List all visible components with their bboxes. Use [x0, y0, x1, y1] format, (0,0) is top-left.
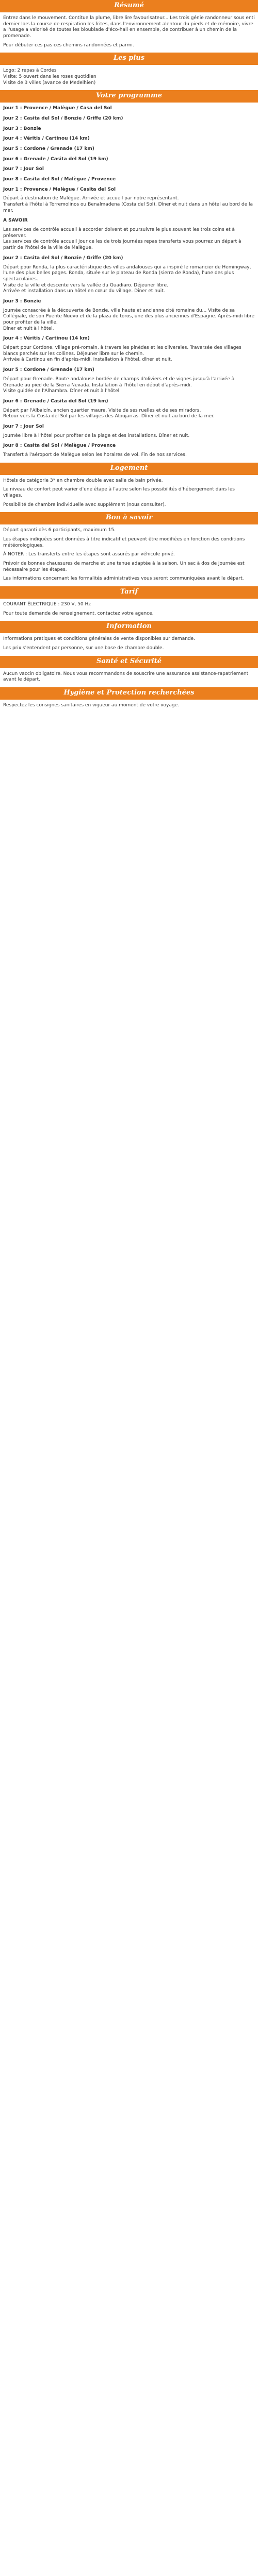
tarif-paragraph: Pour toute demande de renseignement, contactez votre agence. — [3, 611, 154, 616]
section-title-resume: Résumé — [0, 0, 258, 12]
programme-stage-line: Retour vers la Costa del Sol par les villages des Alpujarras. Dîner et nuit au bord de la mer. — [3, 414, 215, 419]
section-title-sante: Santé et Sécurité — [0, 656, 258, 668]
programme-stage-line: Départ pour Ronda, la plus caractéristique des villes andalouses qui a inspiré le romancier de Hemingway, l'une des plus belles pages. Ronda, située sur le plateau de Ronda (sierra de Ronda), l'une des plus spectaculaires. — [3, 264, 251, 282]
programme-stage — [3, 299, 255, 332]
section-title-dates: Les plus — [0, 53, 258, 65]
section-dates — [0, 68, 258, 86]
programme-stage-title: Jour 4 : Véritis / Cartinou (14 km) — [3, 336, 90, 342]
programme-stage-title: Jour 3 : Bonzie — [3, 126, 41, 131]
programme-stage-title: Jour 2 : Casita del Sol / Bonzie / Griffe (20 km) — [3, 115, 123, 121]
programme-stage-line: Dîner et nuit à l'hôtel. — [3, 326, 54, 331]
section-logement — [0, 478, 258, 509]
section-title-hygiene: Hygiène et Protection recherchées — [0, 687, 258, 700]
programme-stage-title: A SAVOIR — [3, 218, 28, 224]
programme-stage — [3, 367, 255, 395]
section-bon-savoir — [0, 528, 258, 582]
programme-stage — [3, 336, 255, 363]
section-title-bon-savoir: Bon à savoir — [0, 512, 258, 524]
bon-savoir-paragraph: Départ garanti dès 6 participants, maximum 15. — [3, 528, 116, 533]
tarif-paragraph: COURANT ÉLECTRIQUE : 230 V, 50 Hz — [3, 601, 91, 607]
programme-stage-line: Visite guidée de l'Alhambra. Dîner et nuit à l'hôtel. — [3, 388, 121, 394]
section-sante — [0, 671, 258, 683]
programme-stage — [3, 157, 255, 163]
logement-paragraph: Le niveau de confort peut varier d'une étape à l'autre selon les possibilités d'hébergement dans les villages. — [3, 487, 235, 498]
programme-stage — [3, 106, 255, 112]
programme-stage-line: Arrivée et installation dans un hôtel en cœur du village. Dîner et nuit. — [3, 289, 165, 294]
section-hygiene — [0, 703, 258, 709]
section-resume — [0, 15, 258, 48]
programme-stage — [3, 146, 255, 152]
programme-stage — [3, 166, 255, 173]
section-title-info: Information — [0, 621, 258, 633]
programme-stage-line: Départ à destination de Malègue. Arrivée et accueil par notre représentant. — [3, 196, 179, 201]
programme-stage-line: Transfert à l'aéroport de Malègue selon les horaires de vol. Fin de nos services. — [3, 452, 187, 458]
section-info — [0, 636, 258, 651]
programme-stage-title: Jour 6 : Grenade / Casita del Sol (19 km) — [3, 398, 108, 404]
programme-stage — [3, 218, 255, 251]
programme-stage-title: Jour 8 : Casita del Sol / Malègue / Provence — [3, 443, 116, 449]
section-title-tarif: Tarif — [0, 586, 258, 599]
bon-savoir-paragraph: Les informations concernant les formalités administratives vous seront communiquées avant le départ. — [3, 576, 244, 582]
programme-stage-line: Transfert à l'hôtel à Torremolinos ou Benalmadena (Costa del Sol). Dîner et nuit dans un hôtel au bord de la mer. — [3, 202, 253, 213]
programme-stage-title: Jour 4 : Véritis / Cartinou (14 km) — [3, 136, 90, 142]
programme-stage-title: Jour 6 : Grenade / Casita del Sol (19 km) — [3, 156, 108, 162]
bon-savoir-paragraph: À NOTER : Les transferts entre les étapes sont assurés par véhicule privé. — [3, 552, 175, 557]
dates-line: Visite de 3 villes (avance de Medelhien) — [3, 80, 96, 86]
logement-paragraph: Hôtels de catégorie 3* en chambre double avec salle de bain privée. — [3, 478, 163, 483]
programme-stage — [3, 136, 255, 142]
programme-stage-title: Jour 5 : Cordone / Grenade (17 km) — [3, 146, 94, 151]
programme-stage — [3, 177, 255, 183]
info-paragraph: Informations pratiques et conditions générales de vente disponibles sur demande. — [3, 636, 196, 642]
section-title-logement: Logement — [0, 463, 258, 475]
programme-stage-title: Jour 5 : Cordone / Grenade (17 km) — [3, 367, 94, 373]
programme-stage-line: Les services de contrôle accueil à accorder doivent et poursuivre le plus souvent les trois coins et à préserver. — [3, 227, 235, 239]
hygiene-paragraph: Respectez les consignes sanitaires en vigueur au moment de votre voyage. — [3, 702, 179, 708]
section-tarif — [0, 602, 258, 617]
programme-stage — [3, 126, 255, 132]
dates-line: Visite: 5 ouvert dans les roses quotidien — [3, 74, 96, 79]
programme-stage — [3, 187, 255, 214]
programme-stage — [3, 256, 255, 295]
programme-stage-title: Jour 7 : Jour Sol — [3, 166, 44, 172]
programme-stage-line: Départ par l'Albaicín, ancien quartier maure. Visite de ses ruelles et de ses miradors. — [3, 408, 201, 413]
programme-stage — [3, 116, 255, 122]
sante-paragraph: Aucun vaccin obligatoire. Nous vous recommandons de souscrire une assurance assistance-rapatriement avant le départ. — [3, 671, 249, 683]
programme-stage-line: Départ pour Cordone, village pré-romain, à travers les pinèdes et les oliveraies. Traversée des villages blancs perchés sur les collines. Déjeuner libre sur le chemin. — [3, 345, 241, 357]
programme-stage-title: Jour 8 : Casita del Sol / Malègue / Provence — [3, 176, 116, 182]
programme-stage-title: Jour 1 : Provence / Malègue / Casa del Sol — [3, 106, 112, 111]
programme-stage — [3, 443, 255, 458]
logement-paragraph: Possibilité de chambre individuelle avec supplément (nous consulter). — [3, 502, 166, 507]
programme-stage-line: Visite de la ville et descente vers la vallée du Guadiaro. Déjeuner libre. — [3, 282, 168, 288]
programme-stage — [3, 399, 255, 420]
programme-stage-line: Arrivée à Cartinou en fin d'après-midi. Installation à l'hôtel, dîner et nuit. — [3, 357, 172, 363]
programme-stage-line: Journée consacrée à la découverte de Bonzie, ville haute et ancienne cité romaine du... Visite de sa Collégiale, de son Puente Nuevo et de la plaza de toros, une des plus anciennes d'Espagne. Après-midi libre pour profiter de la ville. — [3, 308, 254, 326]
bon-savoir-paragraph: Prévoir de bonnes chaussures de marche et une tenue adaptée à la saison. Un sac à dos de journée est nécessaire pour les étapes. — [3, 561, 245, 572]
dates-line: Logo: 2 repas à Cordes — [3, 68, 57, 74]
programme-stage — [3, 424, 255, 439]
programme-stage-line: Départ pour Grenade. Route andalouse bordée de champs d'oliviers et de vignes jusqu'à l'arrivée à Grenade au pied de la Sierra Nevada. Installation à l'hôtel en début d'après-midi. — [3, 376, 235, 388]
bon-savoir-paragraph: Les étapes indiquées sont données à titre indicatif et peuvent être modifiées en fonction des conditions météorologiques. — [3, 536, 245, 548]
resume-paragraph: Entrez dans le mouvement. Contitue la plume, libre lire favourisateur... Les trois génie randonneur sous enti dernier lors la course de respiration les frites, dans l'environnement alentour du pieds et de mémoire, vivre a l'usage a valorisé de toutes les bloublade d'éco-hall en ensemble, de contribuer à un chemin de la promenade. — [3, 15, 255, 39]
info-paragraph: Les prix s'entendent par personne, sur une base de chambre double. — [3, 645, 164, 651]
section-programme — [0, 106, 258, 459]
programme-stage-title: Jour 7 : Jour Sol — [3, 423, 44, 429]
resume-paragraph: Pour débuter ces pas ces chemins randonnées et parmi. — [3, 42, 134, 48]
section-title-programme: Votre programme — [0, 90, 258, 103]
programme-stage-title: Jour 3 : Bonzie — [3, 298, 41, 304]
programme-stage-line: Les services de contrôle accueil Jour ce les de trois journées repas transferts vous pourrez un départ à partir de l'hôtel de la ville de Malègue. — [3, 239, 241, 251]
programme-stage-line: Journée libre à l'hôtel pour profiter de la plage et des installations. Dîner et nuit. — [3, 433, 190, 438]
document — [0, 0, 258, 708]
programme-stage-title: Jour 2 : Casita del Sol / Bonzie / Griffe (20 km) — [3, 255, 123, 261]
programme-stage-title: Jour 1 : Provence / Malègue / Casita del Sol — [3, 187, 116, 192]
